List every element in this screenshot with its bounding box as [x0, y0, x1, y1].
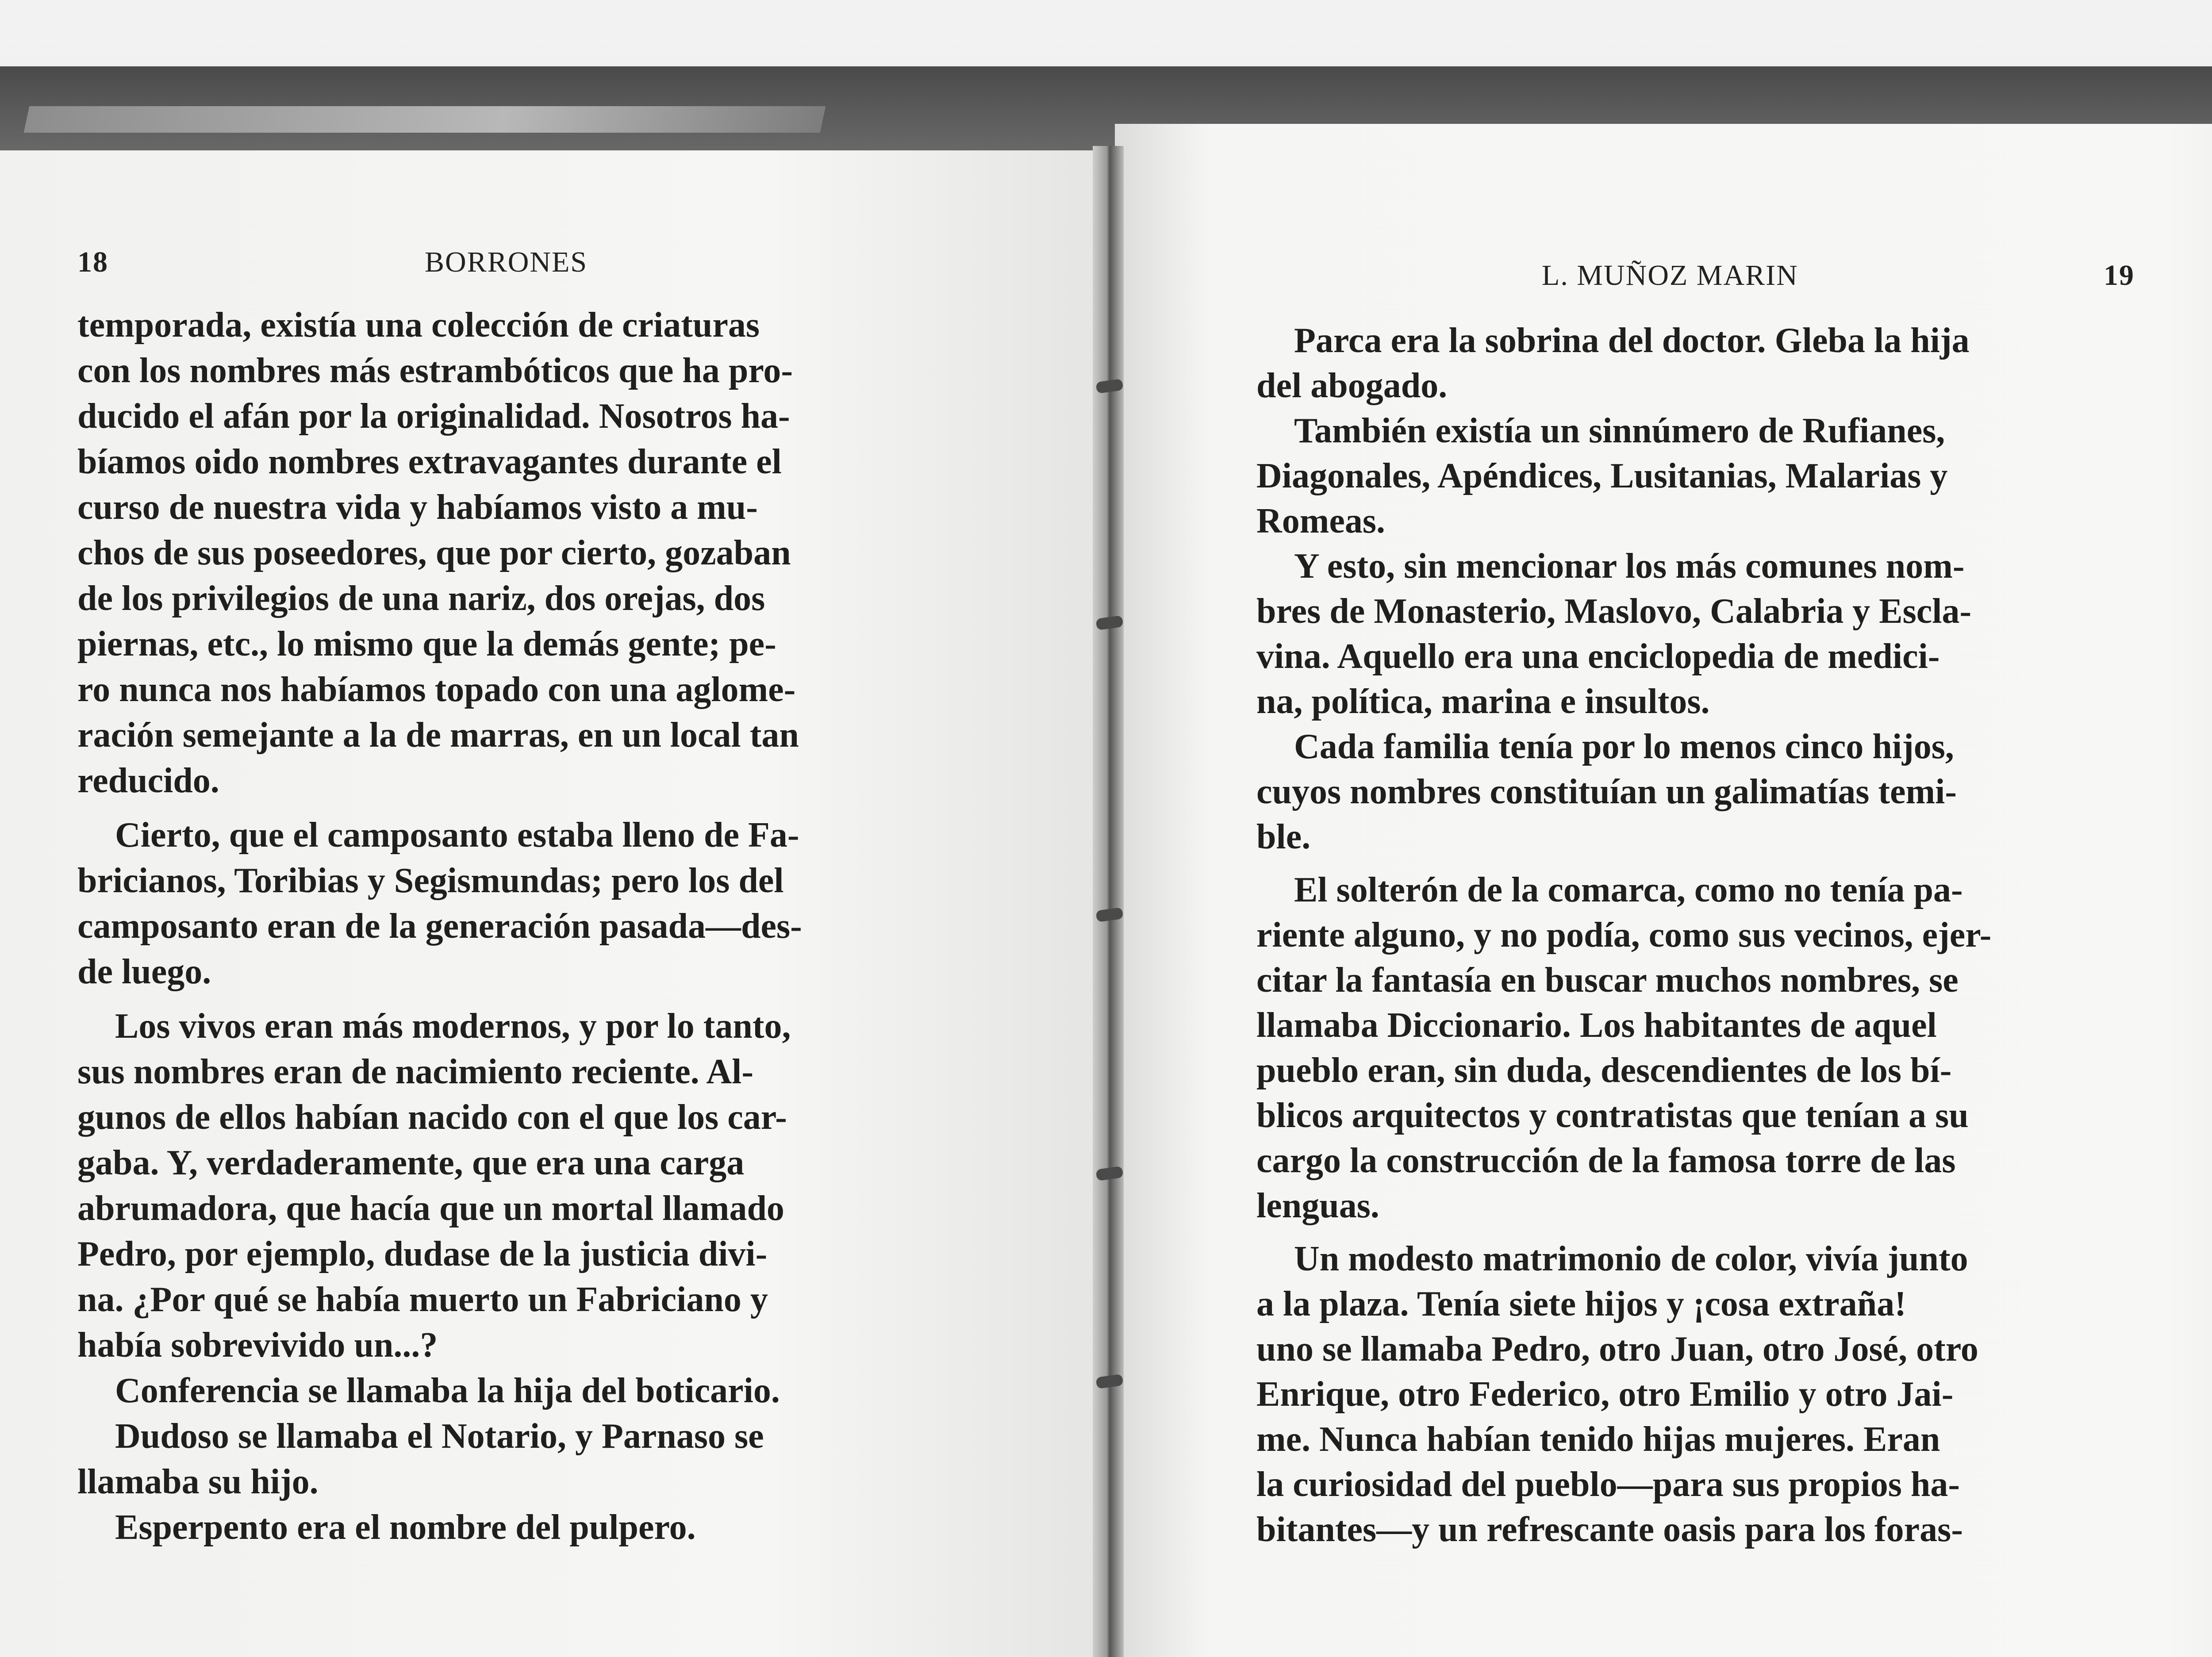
text-line: El solterón de la comarca, como no tenía pa- [1294, 871, 1963, 909]
text-line: vina. Aquello era una enciclopedia de medici- [1256, 637, 1940, 676]
text-line: la curiosidad del pueblo—para sus propios ha- [1256, 1465, 1960, 1504]
text-line: sus nombres eran de nacimiento reciente. Al- [77, 1052, 754, 1091]
cover-highlight [24, 106, 826, 133]
right-page [1115, 124, 2212, 1657]
text-line: Esperpento era el nombre del pulpero. [115, 1508, 696, 1547]
text-line: piernas, etc., lo mismo que la demás gente; pe- [77, 625, 776, 664]
text-line: blicos arquitectos y contratistas que tenían a su [1256, 1096, 1969, 1135]
text-line: ración semejante a la de marras, en un local tan [77, 716, 799, 755]
text-line: cuyos nombres constituían un galimatías temi- [1256, 772, 1957, 811]
text-line: Dudoso se llamaba el Notario, y Parnaso se [115, 1417, 764, 1456]
text-line: bitantes—y un refrescante oasis para los foras- [1256, 1510, 1963, 1549]
left-page-text [77, 303, 1006, 1630]
text-line: camposanto eran de la generación pasada—des- [77, 907, 802, 946]
text-line: na. ¿Por qué se había muerto un Fabriciano y [77, 1280, 768, 1319]
text-line: bíamos oido nombres extravagantes durante el [77, 442, 782, 481]
text-line: reducido. [77, 761, 219, 800]
text-line: Romeas. [1256, 502, 1386, 541]
text-line: ro nunca nos habíamos topado con una aglome- [77, 670, 796, 709]
text-line: Cierto, que el camposanto estaba lleno de Fa- [115, 816, 799, 855]
text-line: lenguas. [1256, 1186, 1379, 1225]
text-line: temporada, existía una colección de criaturas [77, 306, 760, 345]
text-line: ble. [1256, 817, 1311, 856]
right-running-head: L. MUÑOZ MARIN [1542, 259, 1798, 292]
text-line: del abogado. [1256, 366, 1448, 405]
text-line: Cada familia tenía por lo menos cinco hijos, [1294, 727, 1954, 766]
left-running-head: BORRONES [425, 246, 588, 278]
text-line: Parca era la sobrina del doctor. Gleba la hija [1294, 321, 1970, 360]
text-line: con los nombres más estrambóticos que ha pro- [77, 351, 793, 390]
text-line: bricianos, Toribias y Segismundas; pero los del [77, 861, 784, 900]
text-line: curso de nuestra vida y habíamos visto a mu- [77, 488, 758, 527]
text-line: a la plaza. Tenía siete hijos y ¡cosa extraña! [1256, 1285, 1906, 1323]
text-line: gaba. Y, verdaderamente, que era una carga [77, 1143, 745, 1182]
text-line: había sobrevivido un...? [77, 1326, 438, 1365]
right-page-number: 19 [2104, 259, 2135, 292]
left-page-number: 18 [77, 246, 108, 278]
text-line: Enrique, otro Federico, otro Emilio y otro Jai- [1256, 1375, 1954, 1414]
text-line: llamaba su hijo. [77, 1462, 319, 1501]
text-line: Conferencia se llamaba la hija del boticario. [115, 1371, 780, 1410]
text-line: riente alguno, y no podía, como sus vecinos, ejer- [1256, 916, 1992, 955]
text-line: citar la fantasía en buscar muchos nombres, se [1256, 961, 1959, 1000]
text-line: También existía un sinnúmero de Rufianes, [1294, 411, 1945, 450]
text-line: chos de sus poseedores, que por cierto, gozaban [77, 533, 791, 572]
text-line: ducido el afán por la originalidad. Nosotros ha- [77, 397, 790, 436]
text-line: uno se llamaba Pedro, otro Juan, otro José, otro [1256, 1330, 1978, 1369]
left-page [0, 150, 1097, 1657]
text-line: Un modesto matrimonio de color, vivía junto [1294, 1239, 1968, 1278]
text-line: cargo la construcción de la famosa torre de las [1256, 1141, 1956, 1180]
text-line: bres de Monasterio, Maslovo, Calabria y Escla- [1256, 592, 1972, 631]
text-line: me. Nunca habían tenido hijas mujeres. Eran [1256, 1420, 1940, 1459]
text-line: de los privilegios de una nariz, dos orejas, dos [77, 579, 765, 618]
right-page-text [1256, 318, 2185, 1645]
text-line: pueblo eran, sin duda, descendientes de los bí- [1256, 1051, 1952, 1090]
text-line: na, política, marina e insultos. [1256, 682, 1710, 721]
text-line: gunos de ellos habían nacido con el que los car- [77, 1098, 787, 1137]
text-line: Diagonales, Apéndices, Lusitanias, Malarias y [1256, 456, 1948, 495]
text-line: abrumadora, que hacía que un mortal llamado [77, 1189, 784, 1228]
text-line: Los vivos eran más modernos, y por lo tanto, [115, 1007, 791, 1046]
text-line: de luego. [77, 952, 211, 991]
book-gutter [1093, 146, 1124, 1657]
text-line: Pedro, por ejemplo, dudase de la justicia divi- [77, 1235, 768, 1273]
text-line: Y esto, sin mencionar los más comunes nom- [1294, 547, 1965, 586]
text-line: llamaba Diccionario. Los habitantes de aquel [1256, 1006, 1937, 1045]
